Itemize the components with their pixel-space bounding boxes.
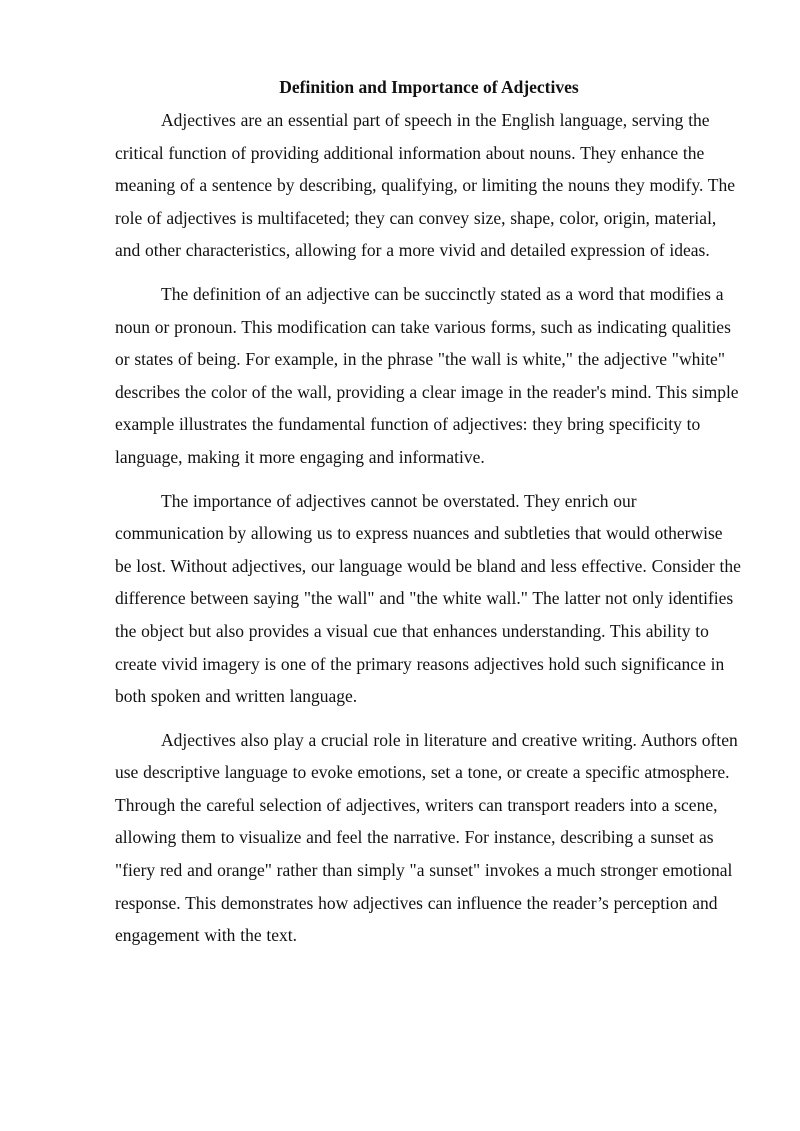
document-body bbox=[115, 74, 743, 963]
paragraph-2: The definition of an adjective can be succinctly stated as a word that modifies a noun or pronoun. This modification can take various forms, such as indicating qualities or states of being. For example, in the phrase "the wall is white," the adjective "white" describes the color of the wall, providing a clear image in the reader's mind. This simple example illustrates the fundamental function of adjectives: they bring specificity to language, making it more engaging and informative. bbox=[115, 283, 739, 467]
paragraph-3: The importance of adjectives cannot be overstated. They enrich our communication by allowing us to express nuances and subtleties that would otherwise be lost. Without adjectives, our language would be bland and less effective. Consider the difference between saying "the wall" and "the white wall." The latter not only identifies the object but also provides a visual cue that enhances understanding. This ability to create vivid imagery is one of the primary reasons adjectives hold such significance in both spoken and written language. bbox=[115, 490, 741, 707]
paragraph-4: Adjectives also play a crucial role in literature and creative writing. Authors often use descriptive language to evoke emotions, set a tone, or create a specific atmosphere. Through the careful selection of adjectives, writers can transport readers into a scene, allowing them to visualize and feel the narrative. For instance, describing a sunset as "fiery red and orange" rather than simply "a sunset" invokes a much stronger emotional response. This demonstrates how adjectives can influence the reader’s perception and engagement with the text. bbox=[115, 729, 738, 946]
paragraph-1: Adjectives are an essential part of speech in the English language, serving the critical function of providing additional information about nouns. They enhance the meaning of a sentence by describing, qualifying, or limiting the nouns they modify. The role of adjectives is multifaceted; they can convey size, shape, color, origin, material, and other characteristics, allowing for a more vivid and detailed expression of ideas. bbox=[115, 110, 735, 261]
document-title: Definition and Importance of Adjectives bbox=[279, 77, 579, 97]
